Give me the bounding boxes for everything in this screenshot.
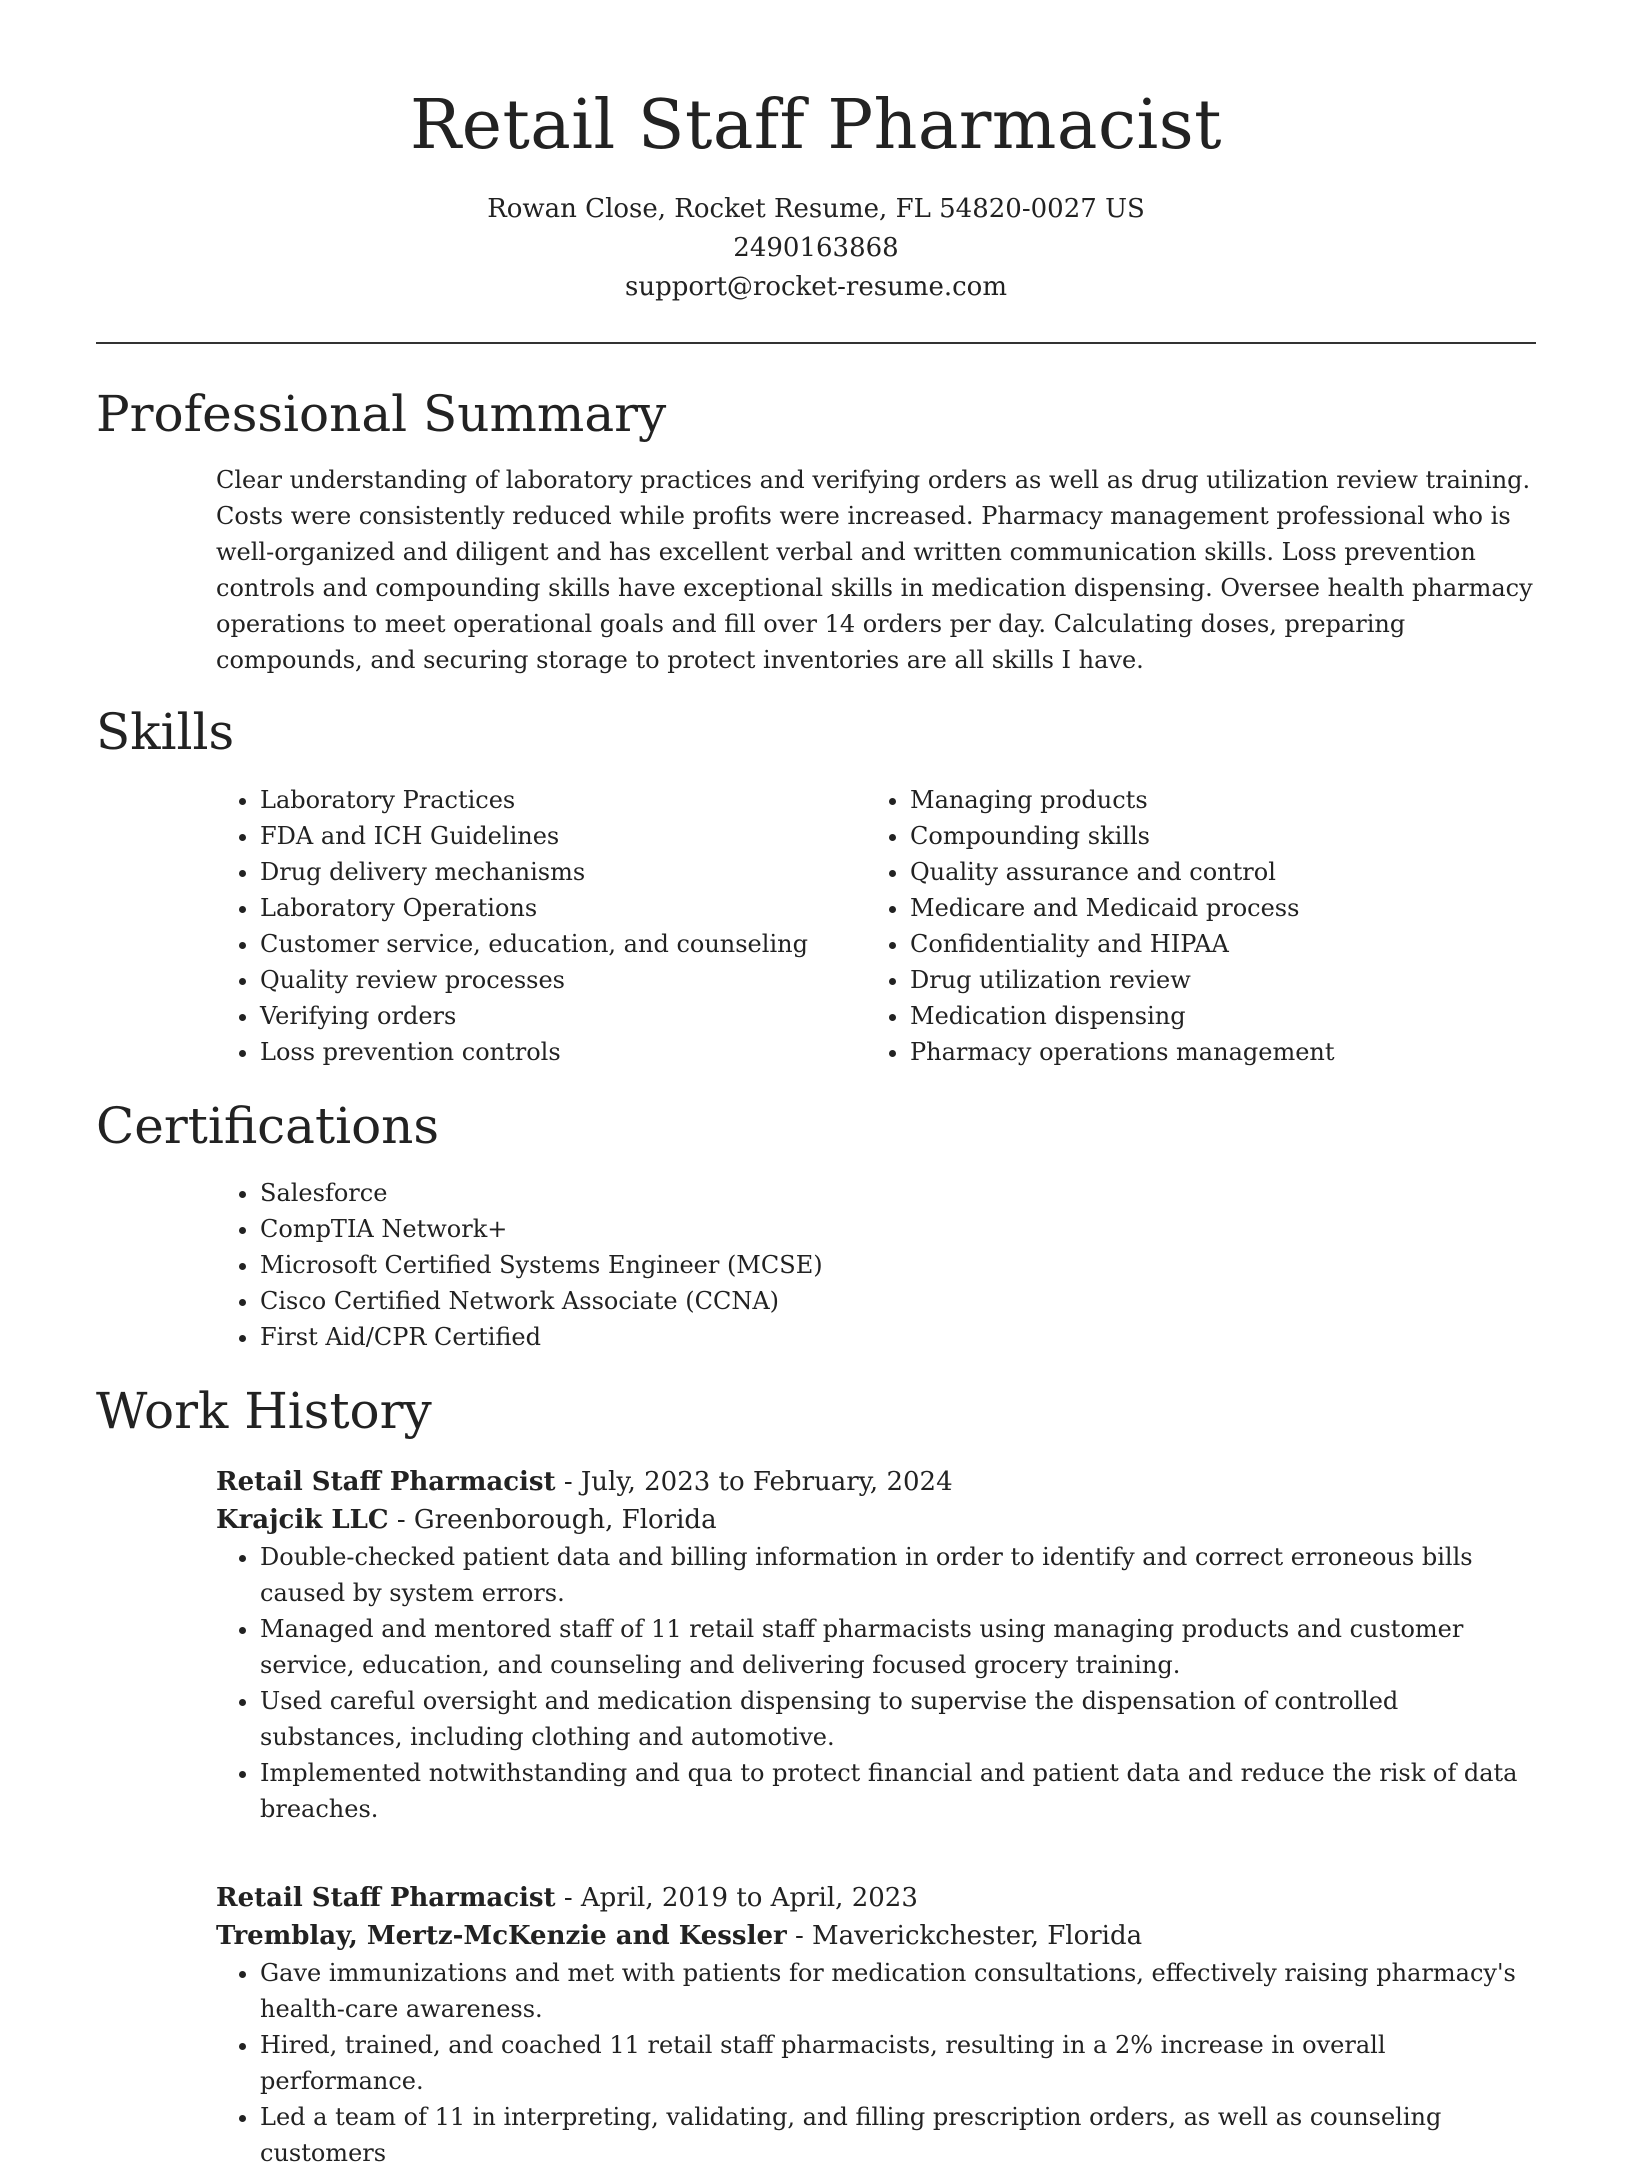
skills-column-left — [216, 782, 816, 1070]
skill-item: • Laboratory Practices — [260, 782, 816, 818]
certification-item: • First Aid/CPR Certified — [260, 1319, 1016, 1355]
section-title-certifications: Certifications — [96, 1097, 440, 1155]
job-company-line — [216, 1501, 1536, 1539]
contact-phone: 2490163868 — [733, 233, 899, 263]
skill-item: • Medicare and Medicaid process — [910, 890, 1506, 926]
contact-info — [0, 190, 1632, 307]
job-dates: - April, 2019 to April, 2023 — [555, 1883, 918, 1913]
skill-item: • Compounding skills — [910, 818, 1506, 854]
skill-item: • Confidentiality and HIPAA — [910, 926, 1506, 962]
skill-item: • Verifying orders — [260, 998, 816, 1034]
skill-item: • Managing products — [910, 782, 1506, 818]
job-location: - Greenborough, Florida — [388, 1505, 717, 1535]
skills-column-right — [866, 782, 1506, 1070]
skill-item: • Laboratory Operations — [260, 890, 816, 926]
skill-item: • Quality assurance and control — [910, 854, 1506, 890]
summary-text: Clear understanding of laboratory practices and verifying orders as well as drug utilization review training. Costs were consistently reduced while profits were increased. Pharmacy management professional who is well-organized and diligent and has excellent verbal and written communication skills. Loss prevention controls and compounding skills have exceptional skills in medication dispensing. Oversee health pharmacy operations to meet operational goals and fill over 14 orders per day. Calculating doses, preparing compounds, and securing storage to protect inventories are all skills I have. — [216, 466, 1533, 674]
job-title: Retail Staff Pharmacist — [216, 1467, 556, 1497]
skill-item: • Pharmacy operations management — [910, 1034, 1506, 1070]
job-location: - Maverickchester, Florida — [786, 1921, 1143, 1951]
resume-header — [0, 0, 1632, 307]
contact-email: support@rocket-resume.com — [624, 272, 1007, 302]
job-entry — [216, 1463, 1536, 1827]
job-entry — [216, 1879, 1536, 2171]
job-title-line — [216, 1879, 1536, 1917]
certification-item: • Salesforce — [260, 1175, 1016, 1211]
job-duty-item: • Used careful oversight and medication dispensing to supervise the dispensation of controlled substances, including clothing and automotive. — [260, 1683, 1536, 1755]
candidate-name: Retail Staff Pharmacist — [410, 86, 1222, 165]
job-duty-item: • Hired, trained, and coached 11 retail staff pharmacists, resulting in a 2% increase in overall performance. — [260, 2027, 1536, 2099]
job-duty-item: • Double-checked patient data and billing information in order to identify and correct erroneous bills caused by system errors. — [260, 1539, 1536, 1611]
contact-address: Rowan Close, Rocket Resume, FL 54820-0027 US — [487, 194, 1145, 224]
skill-item: • Drug delivery mechanisms — [260, 854, 816, 890]
job-duties — [216, 1955, 1536, 2171]
skill-item: • FDA and ICH Guidelines — [260, 818, 816, 854]
skill-item: • Customer service, education, and counseling — [260, 926, 816, 962]
skill-item: • Medication dispensing — [910, 998, 1506, 1034]
job-duties — [216, 1539, 1536, 1827]
job-dates: - July, 2023 to February, 2024 — [555, 1467, 953, 1497]
job-duty-item: • Implemented notwithstanding and qua to protect financial and patient data and reduce the risk of data breaches. — [260, 1755, 1536, 1827]
job-company: Krajcik LLC — [216, 1505, 389, 1535]
job-duty-item: • Managed and mentored staff of 11 retail staff pharmacists using managing products and customer service, education, and counseling and delivering focused grocery training. — [260, 1611, 1536, 1683]
certifications-list — [216, 1175, 1016, 1355]
job-duty-item: • Led a team of 11 in interpreting, validating, and filling prescription orders, as well as counseling customers — [260, 2099, 1536, 2171]
job-duty-item: • Gave immunizations and met with patients for medication consultations, effectively raising pharmacy's health-care awareness. — [260, 1955, 1536, 2027]
job-company-line — [216, 1917, 1536, 1955]
job-title-line — [216, 1463, 1536, 1501]
certification-item: • Microsoft Certified Systems Engineer (MCSE) — [260, 1247, 1016, 1283]
header-divider — [96, 342, 1536, 344]
skill-item: • Quality review processes — [260, 962, 816, 998]
section-title-work-history: Work History — [96, 1382, 432, 1440]
section-title-skills: Skills — [96, 703, 235, 761]
job-title: Retail Staff Pharmacist — [216, 1883, 556, 1913]
skill-item: • Drug utilization review — [910, 962, 1506, 998]
certification-item: • Cisco Certified Network Associate (CCNA) — [260, 1283, 1016, 1319]
section-title-summary: Professional Summary — [96, 385, 667, 443]
certification-item: • CompTIA Network+ — [260, 1211, 1016, 1247]
skill-item: • Loss prevention controls — [260, 1034, 816, 1070]
job-company: Tremblay, Mertz-McKenzie and Kessler — [216, 1921, 787, 1951]
